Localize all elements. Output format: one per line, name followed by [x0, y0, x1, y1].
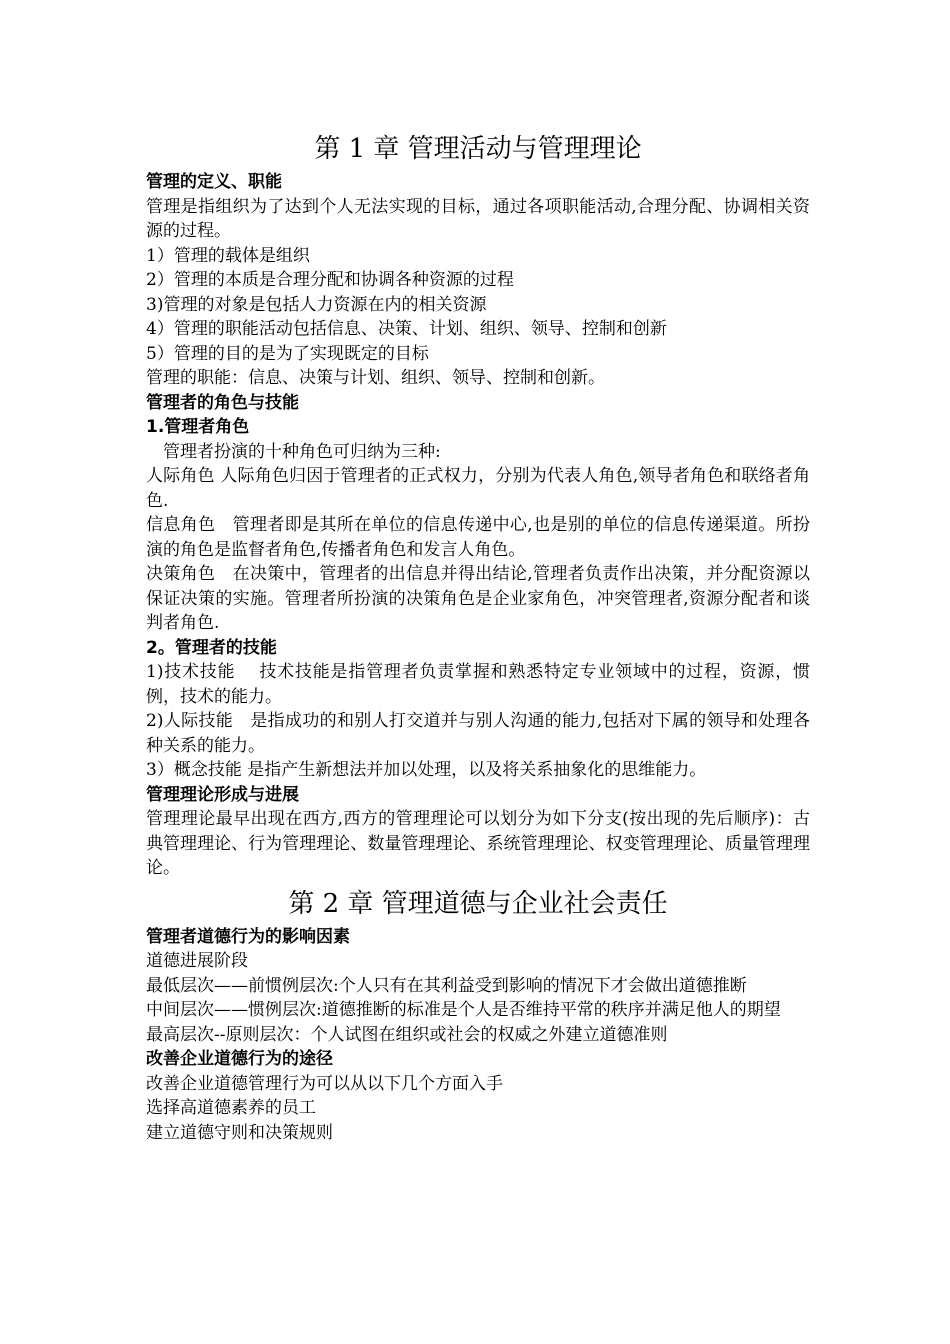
list-item: 4）管理的职能活动包括信息、决策、计划、组织、领导、控制和创新 — [146, 319, 667, 339]
subsection-heading-roles: 1.管理者角色 — [146, 417, 250, 437]
paragraph-role-decision: 决策角色 在决策中，管理者的出信息并得出结论,管理者负责作出决策，并分配资源以保证决策的实施。管理者所扮演的决策角色是企业家角色，冲突管理者,资源分配者和谈判者角色. — [146, 564, 810, 633]
chapter-1-title: 第 1 章 管理活动与管理理论 — [314, 134, 642, 164]
section-heading-improve: 改善企业道德行为的途径 — [146, 1049, 333, 1069]
paragraph-rules: 建立道德守则和决策规则 — [146, 1122, 333, 1143]
paragraph-highest-level: 最高层次--原则层次：个人试图在组织或社会的权威之外建立道德准则 — [146, 1024, 668, 1045]
paragraph-select-staff: 选择高道德素养的员工 — [146, 1098, 316, 1118]
paragraph-theory: 管理理论最早出现在西方,西方的管理理论可以划分为如下分支(按出现的先后顺序)：古典管理理论、行为管理理论、数量管理理论、系统管理理论、权变管理理论、质量管理理论。 — [146, 809, 810, 878]
paragraph-lowest-level: 最低层次——前惯例层次:个人只有在其利益受到影响的情况下才会做出道德推断 — [146, 975, 747, 996]
list-item: 5）管理的目的是为了实现既定的目标 — [146, 343, 429, 364]
section-heading-factors: 管理者道德行为的影响因素 — [146, 926, 350, 947]
list-item: 1）管理的载体是组织 — [146, 245, 310, 266]
section-heading-definition: 管理的定义、职能 — [146, 172, 282, 192]
list-item: 2）管理的本质是合理分配和协调各种资源的过程 — [146, 270, 514, 290]
section-heading-theory: 管理理论形成与进展 — [146, 784, 299, 805]
chapter-2-title: 第 2 章 管理道德与企业社会责任 — [288, 888, 668, 919]
list-item: 3)管理的对象是包括人力资源在内的相关资源 — [146, 294, 487, 315]
paragraph-definition: 管理是指组织为了达到个人无法实现的目标，通过各项职能活动,合理分配、协调相关资源的过程。 — [146, 196, 810, 241]
paragraph-skill-technical: 1)技术技能 技术技能是指管理者负责掌握和熟悉特定专业领域中的过程，资源，惯例，技术的能力。 — [146, 662, 810, 707]
paragraph-stages: 道德进展阶段 — [146, 951, 248, 971]
paragraph-improve: 改善企业道德管理行为可以从以下几个方面入手 — [146, 1073, 503, 1094]
subsection-heading-skills: 2。管理者的技能 — [146, 637, 277, 658]
paragraph-middle-level: 中间层次——惯例层次:道德推断的标准是个人是否维持平常的秩序并满足他人的期望 — [146, 1000, 781, 1020]
section-heading-roles-skills: 管理者的角色与技能 — [146, 392, 299, 413]
document-page — [146, 130, 810, 1145]
paragraph-functions: 管理的职能：信息、决策与计划、组织、领导、控制和创新。 — [146, 368, 605, 388]
paragraph-skill-conceptual: 3）概念技能 是指产生新想法并加以处理，以及将关系抽象化的思维能力。 — [146, 760, 707, 780]
paragraph-role-information: 信息角色 管理者即是其所在单位的信息传递中心,也是别的单位的信息传递渠道。所扮演的角色是监督者角色,传播者角色和发言人角色。 — [146, 515, 810, 560]
paragraph-roles-intro: 管理者扮演的十种角色可归纳为三种: — [163, 441, 441, 462]
paragraph-skill-interpersonal: 2)人际技能 是指成功的和别人打交道并与别人沟通的能力,包括对下属的领导和处理各种关系的能力。 — [146, 711, 810, 756]
paragraph-role-interpersonal: 人际角色 人际角色归因于管理者的正式权力，分别为代表人角色,领导者角色和联络者角色. — [146, 466, 810, 511]
